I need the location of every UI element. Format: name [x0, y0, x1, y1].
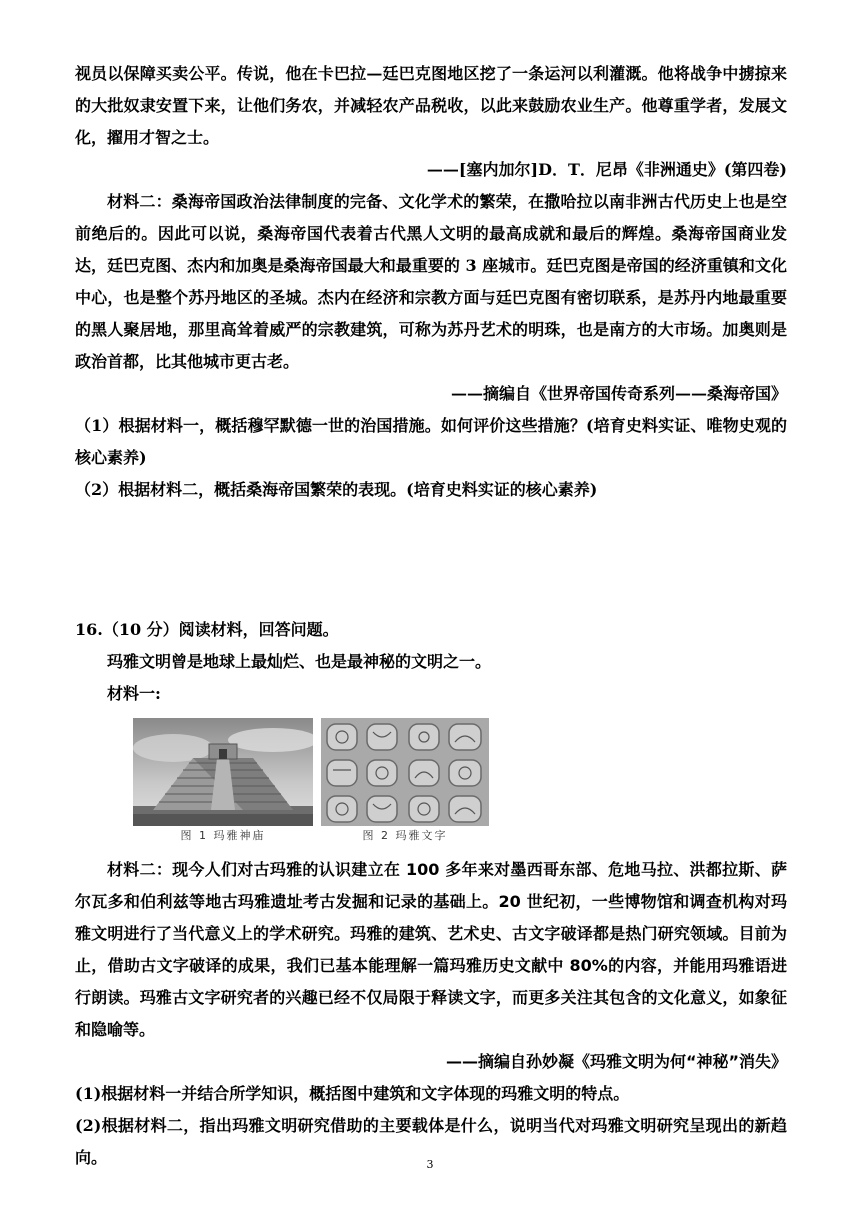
q16-material2-source: ——摘编自孙妙凝《玛雅文明为何“神秘”消失》 — [445, 1052, 787, 1071]
q15-subquestion-1: （1）根据材料一，概括穆罕默德一世的治国措施。如何评价这些措施？(培育史料实证、唯物史观的核心素养) — [75, 416, 787, 467]
page-number: 3 — [426, 1158, 434, 1171]
glyph-relief-image — [321, 718, 489, 826]
q16-material1-label: 材料一: — [107, 684, 161, 703]
document-body — [75, 58, 787, 1174]
q16-intro: 玛雅文明曾是地球上最灿烂、也是最神秘的文明之一。 — [107, 652, 492, 671]
figures — [75, 718, 787, 848]
answer-space — [75, 506, 787, 614]
figure1-caption: 图 1 玛雅神庙 — [180, 829, 266, 842]
figure-maya-glyphs — [321, 718, 489, 844]
pyramid-image — [133, 718, 313, 826]
q16-heading: 16.（10 分）阅读材料，回答问题。 — [75, 620, 339, 639]
q16-subquestion-1: (1)根据材料一并结合所学知识，概括图中建筑和文字体现的玛雅文明的特点。 — [75, 1084, 630, 1103]
q16-material2-text: 材料二：现今人们对古玛雅的认识建立在 100 多年来对墨西哥东部、危地马拉、洪都拉斯、萨尔瓦多和伯利兹等地古玛雅遗址考古发掘和记录的基础上。20 世纪初，一些博物馆和调查机构对玛雅文明进行了当代意义上的学术研究。玛雅的建筑、艺术史、古文字破译都是热门研究领域。目前为止，借助古文字破译的成果，我们已基本能理解一篇玛雅历史文献中 80%的内容，并能用玛雅语进行朗读。玛雅古文字研究者的兴趣已经不仅局限于释读文字，而更多关注其包含的文化意义，如象征和隐喻等。 — [75, 860, 787, 1039]
material1-source: ——[塞内加尔]D．T．尼昂《非洲通史》(第四卷) — [426, 160, 787, 179]
q15-subquestion-2: （2）根据材料二，概括桑海帝国繁荣的表现。(培育史料实证的核心素养) — [75, 480, 598, 499]
material2-text: 材料二：桑海帝国政治法律制度的完备、文化学术的繁荣，在撒哈拉以南非洲古代历史上也是空前绝后的。因此可以说，桑海帝国代表着古代黑人文明的最高成就和最后的辉煌。桑海帝国商业发达，廷巴克图、杰内和加奥是桑海帝国最大和最重要的 3 座城市。廷巴克图是帝国的经济重镇和文化中心，也是整个苏丹地区的圣城。杰内在经济和宗教方面与廷巴克图有密切联系，是苏丹内地最重要的黑人聚居地，那里高耸着威严的宗教建筑，可称为苏丹艺术的明珠，也是南方的大市场。加奥则是政治首都，比其他城市更古老。 — [75, 192, 787, 371]
figure2-caption: 图 2 玛雅文字 — [362, 829, 448, 842]
material2-source: ——摘编自《世界帝国传奇系列——桑海帝国》 — [450, 384, 787, 403]
q16-subquestion-2: (2)根据材料二，指出玛雅文明研究借助的主要载体是什么，说明当代对玛雅文明研究呈现出的新趋向。 — [75, 1116, 787, 1167]
material1-tail: 视员以保障买卖公平。传说，他在卡巴拉—廷巴克图地区挖了一条运河以利灌溉。他将战争中掳掠来的大批奴隶安置下来，让他们务农，并减轻农产品税收，以此来鼓励农业生产。他尊重学者，发展文化，擢用才智之士。 — [75, 64, 787, 147]
figure-maya-temple — [133, 718, 313, 844]
